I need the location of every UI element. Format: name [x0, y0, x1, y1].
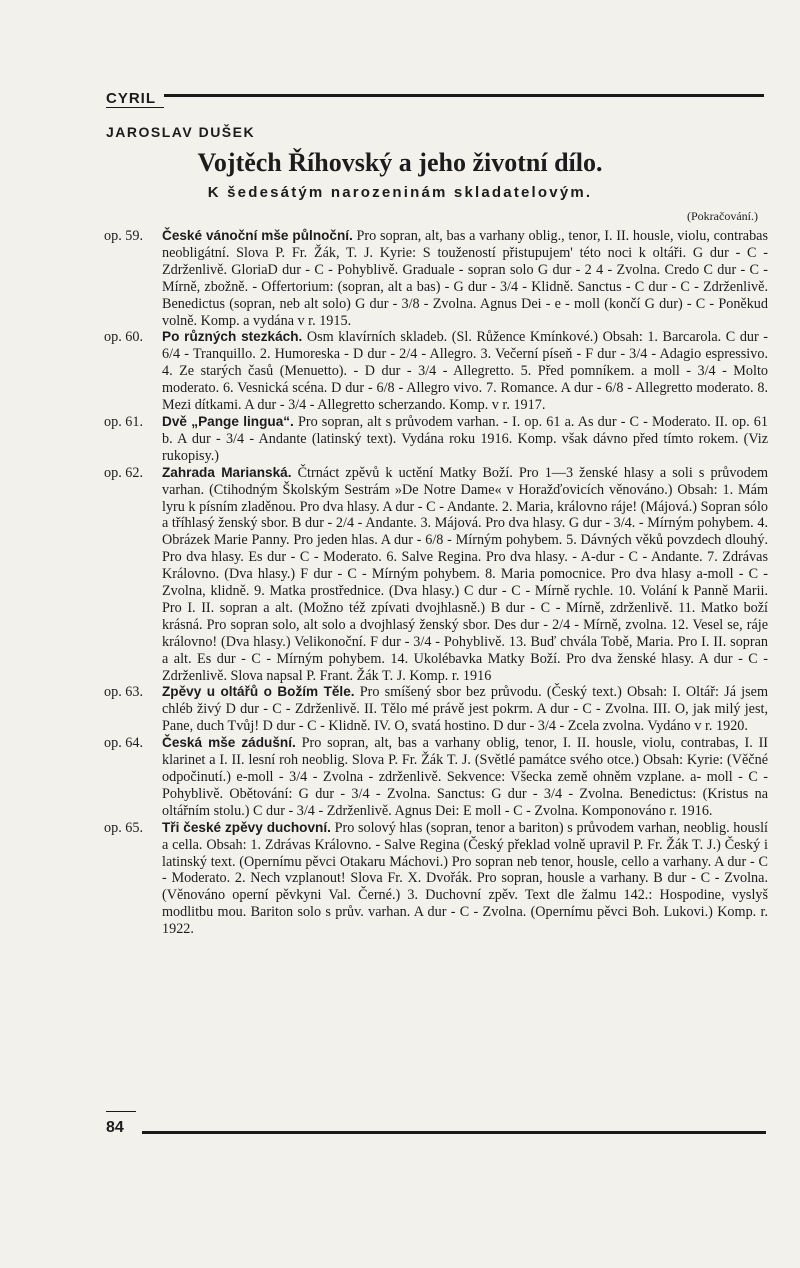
opus-entry: [104, 820, 768, 938]
opus-number: op. 65.: [104, 819, 144, 836]
journal-name: CYRIL: [106, 90, 156, 107]
journal-underline: [106, 107, 164, 108]
opus-text: [162, 329, 768, 414]
opus-description: Pro solový hlas (sopran, tenor a bariton) s průvodem varhan, neoblig. houslí a cella. Obsah: 1. Zdrávas Královno. - Salve Regina (Český překlad volně upravil P. Fr. Žák T. J.) Český i latinský text. (Opernímu pěvci Otakaru Máchovi.) Pro sopran neb tenor, housle, cello a varhany. A dur - C - Moderato. 2. Nech vzplanout! Slova Fr. X. Dvořák. Pro sopran, housle a varhany. B dur - C - Zvolna. (Věnováno operní pěvkyni Val. Černé.) 3. Duchovní zpěv. Text dle žalmu 142.: Hospodine, vyslyš modlitbu mou. Bariton solo s prův. varhan. A dur - C - Zvolna. (Opernímu pěvci Boh. Lukovi.) Komp. r. 1922.: [162, 819, 768, 938]
opus-entry: [104, 465, 768, 685]
opus-list: [104, 228, 768, 938]
opus-entry: [104, 414, 768, 465]
opus-heading: Tři české zpěvy duchovní.: [162, 819, 331, 835]
opus-text: [162, 228, 768, 329]
article-author: JAROSLAV DUŠEK: [106, 124, 256, 140]
opus-entry: [104, 228, 768, 329]
footer-rule: [142, 1131, 766, 1134]
opus-heading: Po různých stezkách.: [162, 329, 303, 345]
opus-number: op. 61.: [104, 413, 144, 430]
opus-text: [162, 414, 768, 465]
opus-heading: České vánoční mše půlnoční.: [162, 228, 353, 243]
opus-number: op. 64.: [104, 735, 144, 752]
opus-description: Pro sopran, alt, bas a varhany oblig, tenor, I. II. housle, violu, contrabas, I. II klarinet a I. II. lesní roh neoblig. Slova P. Fr. Žák T. J. (Světlé památce svého otce.) Obsah: Kyrie: (Věčné odpočinutí.) e-moll - 3/4 - Zvolna - zdrženlivě. Sekvence: Všecka země ohněm vzplane. a- moll - C - Pohyblivě. Obětování: G dur - 3/4 - Zvolna. Sanctus: G dur - 3/4 - Zvolna. Benedictus: (Kristus na oltářním stolu.) C dur - 3/4 - Zdrženlivě. Agnus Dei: E moll - C - Zvolna. Komponováno r. 1916.: [162, 735, 769, 819]
journal-header: [106, 88, 766, 107]
opus-description: Pro smíšený sbor bez průvodu. (Český text.) Obsah: I. Oltář: Já jsem chléb živý D dur - C - Zdrženlivě. II. Tělo mé právě jest pokrm. A dur - C - Zvolna. III. O, jak milý jest, Pane, duch Tvůj! D dur - C - Klidně. IV. O, svatá hostino. D dur - 3/4 - Zcela zvolna. Vydáno v r. 1920.: [162, 684, 768, 735]
opus-entry: [104, 684, 768, 735]
opus-number: op. 60.: [104, 329, 144, 346]
opus-heading: Zahrada Marianská.: [162, 464, 292, 480]
opus-heading: Česká mše zádušní.: [162, 735, 296, 751]
header-rule: [164, 94, 764, 97]
opus-number: op. 63.: [104, 684, 144, 701]
opus-text: [162, 820, 768, 938]
page-footer: [106, 1117, 766, 1137]
article-subtitle: K šedesátým narozeninám skladatelovým.: [207, 184, 593, 201]
page-number: 84: [106, 1119, 124, 1136]
continued-note: (Pokračování.): [687, 209, 758, 223]
opus-text: [162, 684, 768, 735]
opus-description: Pro sopran, alt s průvodem varhan. - I. op. 61 a. As dur - C - Moderato. II. op. 61 b. A dur - 3/4 - Andante (latinský text). Vydána roku 1916. Komp. však dávno před tímto rokem. (Viz rukopisy.): [162, 413, 768, 464]
opus-text: [162, 735, 768, 820]
opus-description: Osm klavírních skladeb. (Sl. Růžence Kmínkové.) Obsah: 1. Barcarola. C dur - 6/4 - Tranquillo. 2. Humoreska - D dur - 2/4 - Allegro. 3. Večerní píseň - F dur - 3/4 - Adagio espressivo. 4. Ze starých časů (Menuetto). - D dur - 3/4 - Allegretto. 5. Před pomníkem. a moll - 3/4 - Molto moderato. 6. Vesnická scéna. D dur - 6/8 - Allegro vivo. 7. Romance. A dur - 6/8 - Allegretto moderato. 8. Mezi dítkami. A dur - 3/4 - Allegretto scherzando. Komp. v r. 1917.: [162, 329, 769, 414]
opus-description: Čtrnáct zpěvů k uctění Matky Boží. Pro 1—3 ženské hlasy a soli s průvodem varhan. (Ctihodným Školským Sestrám »De Notre Dame« v Horažďovicích věnováno.) Obsah: 1. Mám lyru k písním zladěnou. Pro dva hlasy. A dur - C - Andante. 2. Maria, královno ráje! (Májová.) Sopran sólo a tříhlasý ženský sbor. B dur - 2/4 - Andante. 3. Májová. Pro dva hlasy. G dur - 3/4. - Mírným pohybem. 4. Obrázek Marie Panny. Pro jeden hlas. A dur - 6/8 - Mírným pohybem. 5. Dávných věků povzdech dlouhý. Pro dva hlasy. Es dur - C - Moderato. 6. Salve Regina. Pro dva hlasy. - A-dur - C - Andante. 7. Zdrávas Královno. (Dva hlasy.) F dur - C - Mírným pohybem. 8. Maria pomocnice. Pro dva hlasy a-moll - C - Zvolna, klidně. 9. Matka prostřednice. (Dva hlasy.) C dur - C - Mírně rychle. 10. Volání k Panně Marii. Pro I. II. sopran a alt. (Možno též zpívati dvojhlasně.) B dur - C - Mírně, zdrženlivě. 11. Matko boží krásná. Pro sopran solo, alt solo a dvojhlasý ženský sbor. Des dur - 2/4 - Mírně, zvolna. 12. Vesel se, ráje královno! (Dva hlasy.) Velikonoční. F dur - 3/4 - Pohyblivě. 13. Buď chvála Tobě, Maria. Pro I. II. sopran a alt. Es dur - C - Mírným pohybem. 14. Ukolébavka Matky Boží. Pro dva ženské hlasy. A dur - C - Zdrženlivě. Slova napsal P. Frant. Žák T. J. Komp. r. 1916: [162, 464, 768, 684]
page-number-overline: [106, 1111, 136, 1112]
opus-number: op. 62.: [104, 464, 144, 481]
opus-number: op. 59.: [104, 228, 144, 244]
opus-entry: [104, 735, 768, 820]
opus-heading: Dvě „Pange lingua“.: [162, 413, 294, 429]
article-title: Vojtěch Říhovský a jeho životní dílo.: [197, 148, 603, 177]
opus-text: [162, 465, 768, 685]
opus-description: Pro sopran, alt, bas a varhany oblig., tenor, I. II. housle, violu, contrabas neobligátní. Slova P. Fr. Žák, T. J. Kyrie: S toužeností přistupujem' této noci k oltáři. G dur - C - Zdrženlivě. GloriaD dur - C - Pohyblivě. Graduale - sopran solo G dur - 2 4 - Zvolna. Credo C dur - C - Mírně, zbožně. - Offertorium: (sopran, alt a bas) - G dur - 3/4 - Klidně. Sanctus - C dur - C - Zdrženlivě. Benedictus (sopran, neb alt solo) G dur - 3/8 - Zvolna. Agnus Dei - e - moll (končí G dur) - C - Poněkud volně. Komp. a vydána v r. 1915.: [162, 228, 768, 329]
opus-heading: Zpěvy u oltářů o Božím Těle.: [162, 684, 355, 700]
opus-entry: [104, 329, 768, 414]
